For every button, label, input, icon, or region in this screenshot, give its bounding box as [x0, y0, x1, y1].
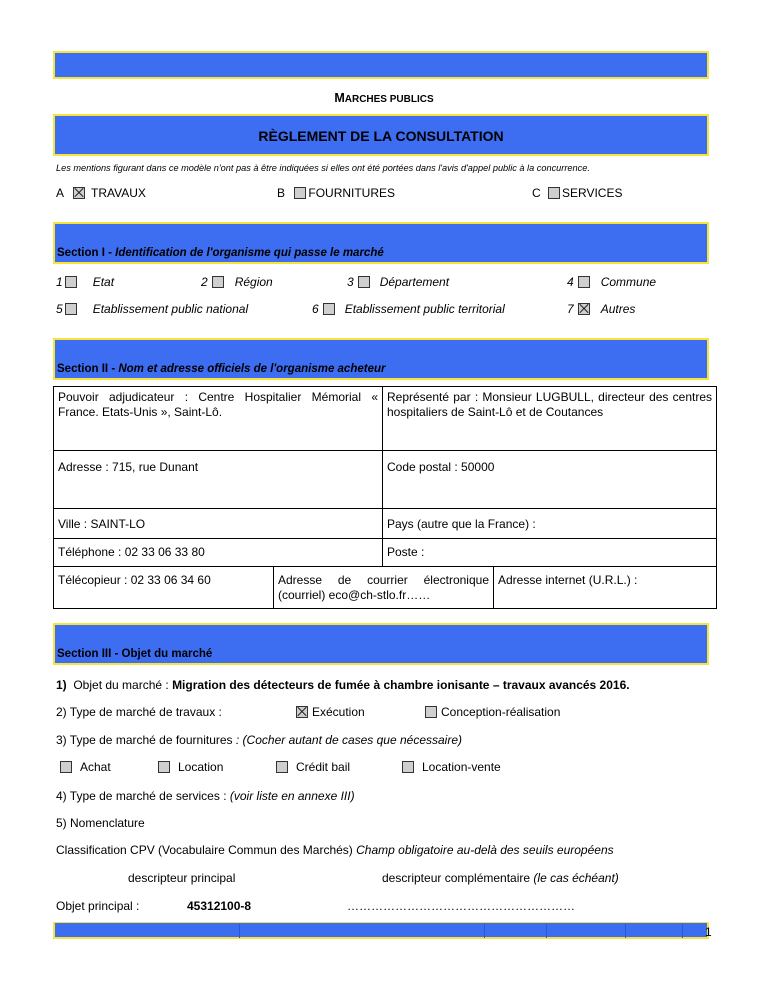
code-postal: Code postal : 50000: [382, 450, 717, 509]
section2-banner: Section II - Nom et adresse officiels de l'organisme acheteur: [53, 338, 709, 380]
objet-principal-label: Objet principal :: [56, 899, 140, 913]
nomenclature: 5) Nomenclature: [56, 816, 145, 830]
checkbox-checked-icon: [296, 706, 308, 718]
represente-par: Représenté par : Monsieur LUGBULL, directeur des centres hospitaliers de Saint-Lô et de Coutances: [382, 386, 717, 451]
org-option-7[interactable]: 7 Autres: [567, 302, 636, 316]
telephone: Téléphone : 02 33 06 33 80: [53, 538, 383, 567]
option-achat[interactable]: Achat: [60, 760, 111, 774]
notice-text: Les mentions figurant dans ce modèle n'ont pas à être indiquées si elles ont été portées dans l'avis d'appel public à la concurrence.: [56, 163, 590, 173]
objet-du-marche: 1) Objet du marché : Migration des détecteurs de fumée à chambre ionisante – travaux avancés 2016.: [56, 678, 630, 692]
footer-bar: [53, 922, 709, 939]
option-credit-bail[interactable]: Crédit bail: [276, 760, 350, 774]
type-travaux[interactable]: A TRAVAUX: [56, 186, 146, 200]
descripteur-complementaire: descripteur complémentaire (le cas échéant): [382, 871, 619, 885]
dotted-line: …………………………………………………: [347, 899, 575, 913]
checkbox-icon: [402, 761, 414, 773]
org-option-5[interactable]: 5 Etablissement public national: [56, 302, 249, 316]
document-category: MARCHES PUBLICS: [334, 91, 434, 105]
adresse: Adresse : 715, rue Dunant: [53, 450, 383, 509]
org-option-1[interactable]: 1 Etat: [56, 275, 115, 289]
checkbox-icon: [425, 706, 437, 718]
org-option-4[interactable]: 4 Commune: [567, 275, 657, 289]
poste: Poste :: [382, 538, 717, 567]
org-option-2[interactable]: 2 Région: [201, 275, 273, 289]
section3-banner: Section III - Objet du marché: [53, 623, 709, 665]
descripteur-principal: descripteur principal: [128, 871, 236, 885]
checkbox-checked-icon[interactable]: [73, 187, 85, 199]
type-marche-travaux: 2) Type de marché de travaux :: [56, 705, 222, 719]
option-location[interactable]: Location: [158, 760, 223, 774]
header-bar: [53, 51, 709, 79]
org-option-6[interactable]: 6 Etablissement public territorial: [312, 302, 505, 316]
type-marche-services: 4) Type de marché de services : (voir liste en annexe III): [56, 789, 355, 803]
title-banner: [53, 114, 709, 156]
footer-divider: [484, 924, 485, 938]
option-conception[interactable]: Conception-réalisation: [425, 705, 560, 719]
footer-divider: [682, 924, 683, 938]
footer-divider: [625, 924, 626, 938]
org-option-3[interactable]: 3 Département: [347, 275, 450, 289]
ville: Ville : SAINT-LO: [53, 508, 383, 539]
checkbox-icon[interactable]: [548, 187, 560, 199]
adresse-internet: Adresse internet (U.R.L.) :: [493, 566, 717, 609]
option-location-vente[interactable]: Location-vente: [402, 760, 501, 774]
checkbox-icon: [276, 761, 288, 773]
type-fournitures[interactable]: B FOURNITURES: [277, 186, 396, 200]
pays: Pays (autre que la France) :: [382, 508, 717, 539]
page-number: 1: [705, 925, 712, 939]
type-services[interactable]: C SERVICES: [532, 186, 623, 200]
pouvoir-adjudicateur: Pouvoir adjudicateur : Centre Hospitalier Mémorial « France. Etats-Unis », Saint-Lô.: [53, 386, 383, 451]
page-title: RÈGLEMENT DE LA CONSULTATION: [258, 128, 504, 144]
classification-cpv: Classification CPV (Vocabulaire Commun des Marchés) Champ obligatoire au-delà des seuils européens: [56, 843, 614, 857]
footer-divider: [239, 924, 240, 938]
cpv-code: 45312100-8: [187, 899, 252, 913]
option-execution[interactable]: Exécution: [296, 705, 365, 719]
courriel: Adresse de courrier électronique (courriel) eco@ch-stlo.fr……: [273, 566, 494, 609]
checkbox-icon: [60, 761, 72, 773]
checkbox-checked-icon: [578, 303, 590, 315]
telecopieur: Télécopieur : 02 33 06 34 60: [53, 566, 274, 609]
section1-banner: Section I - Identification de l'organisme qui passe le marché: [53, 222, 709, 264]
checkbox-icon[interactable]: [294, 187, 306, 199]
type-marche-fournitures: 3) Type de marché de fournitures : (Cocher autant de cases que nécessaire): [56, 733, 463, 747]
checkbox-icon: [158, 761, 170, 773]
footer-divider: [546, 924, 547, 938]
